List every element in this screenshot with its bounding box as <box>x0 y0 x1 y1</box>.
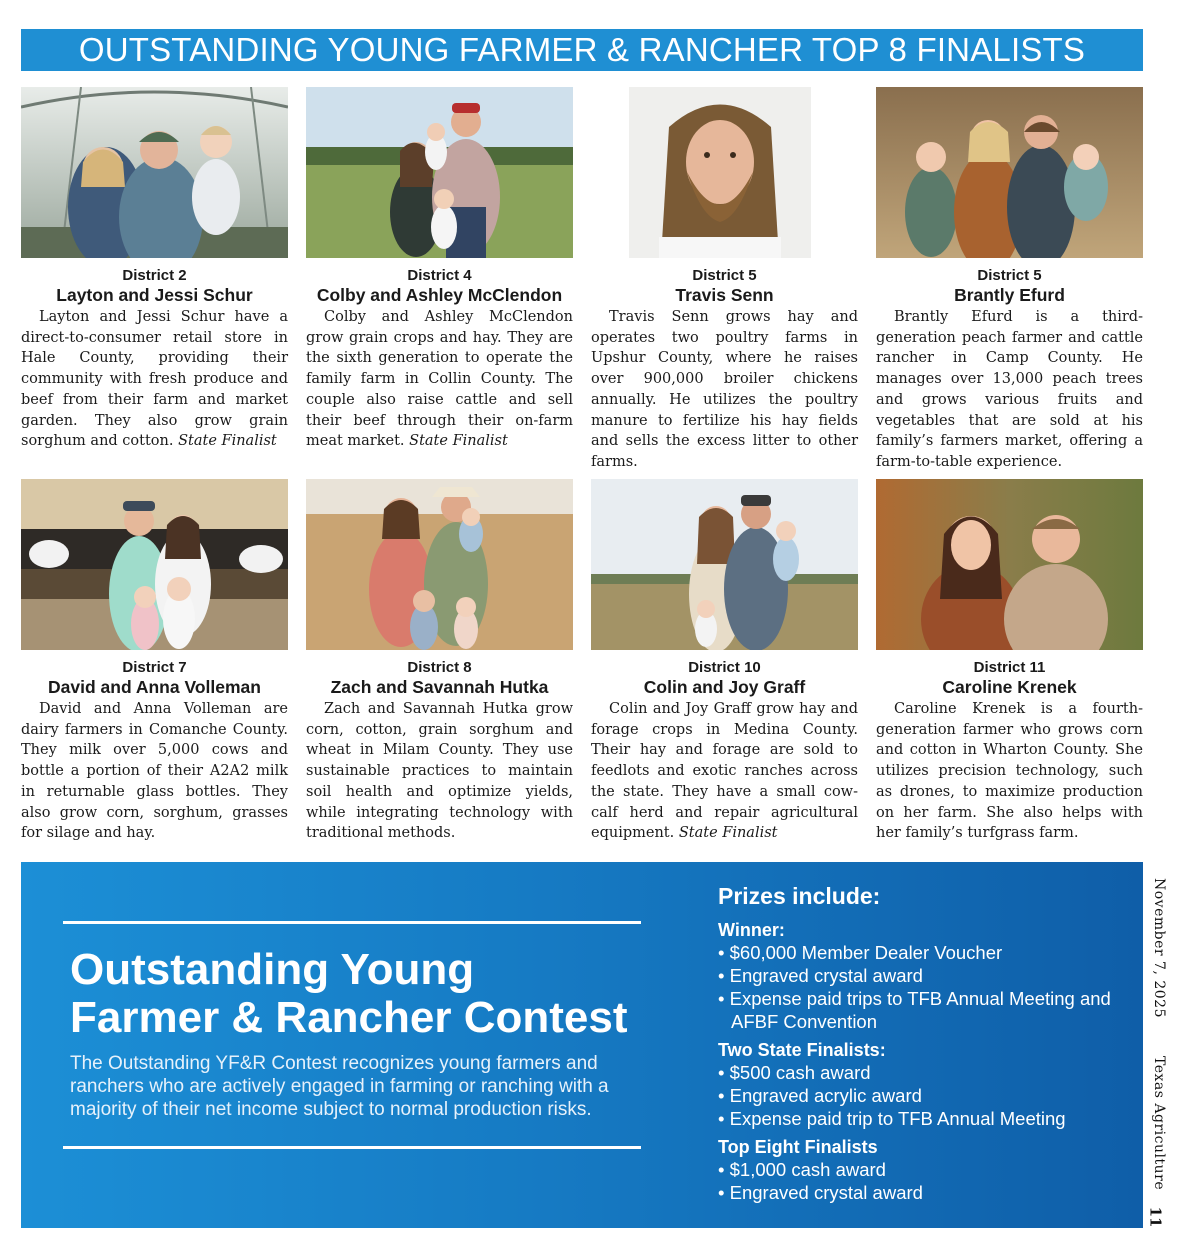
photo-family-greenhouse-icon <box>21 87 288 258</box>
photo-family-ranch-icon <box>591 479 858 650</box>
finalist-card <box>591 479 858 844</box>
finalist-name: Caroline Krenek <box>942 677 1077 697</box>
divider <box>63 921 641 924</box>
finalist-card <box>591 87 858 473</box>
finalist-photo <box>21 87 288 258</box>
finalist-tag: State Finalist <box>409 433 508 450</box>
finalist-name: Zach and Savannah Hutka <box>330 677 549 697</box>
finalist-name: Brantly Efurd <box>954 285 1065 305</box>
district-label: District 8 <box>407 659 472 676</box>
finalist-name: Colin and Joy Graff <box>643 677 806 697</box>
publication-name: Texas Agriculture <box>1151 1056 1167 1191</box>
prize-group-title: Winner: <box>718 920 785 940</box>
finalist-description: Colby and Ashley McClendon grow grain crops and hay. They are the sixth generation to operate the family farm in Collin County. The couple also raise cattle and sell their beef through their on-farm meat market. State Finalist <box>306 309 573 450</box>
district-label: District 11 <box>973 659 1046 676</box>
finalist-photo <box>591 479 858 650</box>
finalist-name: Travis Senn <box>675 285 774 305</box>
contest-description: The Outstanding YF&R Contest recognizes young farmers and ranchers who are actively engaged in farming or ranching with a majority of their net income subject to normal production risks. <box>70 1053 609 1120</box>
finalist-photo <box>876 87 1143 258</box>
district-label: District 2 <box>122 267 187 284</box>
prizes-list <box>718 882 1128 1204</box>
contest-panel <box>21 862 1143 1228</box>
district-label: District 4 <box>407 267 472 284</box>
prize-item: • Engraved crystal award <box>718 964 1128 987</box>
finalist-card <box>306 479 573 844</box>
finalist-description: Brantly Efurd is a third-generation peach farmer and cattle rancher in Camp County. He manages over 13,000 peach trees and grows various fruits and vegetables that are sold at his family’s farmers market, offering a farm-to-table experience. <box>876 309 1143 470</box>
photo-family-pasture-icon <box>306 87 573 258</box>
finalist-photo <box>21 479 288 650</box>
finalist-card <box>876 87 1143 473</box>
photo-family-field-icon <box>876 87 1143 258</box>
prize-item: • Engraved crystal award <box>718 1181 1128 1204</box>
prize-item: • $500 cash award <box>718 1061 1128 1084</box>
finalist-description: Zach and Savannah Hutka grow corn, cotton, grain sorghum and wheat in Milam County. They use sustainable practices to maintain soil health and optimize yields, while integrating technology with traditional methods. <box>306 701 573 842</box>
district-label: District 10 <box>688 659 761 676</box>
finalist-tag: State Finalist <box>678 825 778 842</box>
finalist-description: Layton and Jessi Schur have a direct-to-consumer retail store in Hale County, providing their community with fresh produce and beef from their farm and market garden. They also grow grain sorghum and cotton. State Finalist <box>21 309 288 450</box>
finalist-photo <box>306 479 573 650</box>
finalist-photo <box>876 479 1143 650</box>
district-label: District 5 <box>977 267 1042 284</box>
prize-item: • Engraved acrylic award <box>718 1084 1128 1107</box>
divider <box>63 1146 641 1149</box>
finalist-description: Caroline Krenek is a fourth-generation farmer who grows corn and cotton in Wharton County. She utilizes precision technology, such as drones, to maximize production on her farm. She also helps with her family’s turfgrass farm. <box>876 701 1143 842</box>
page-margin <box>1147 878 1167 1228</box>
page-banner: OUTSTANDING YOUNG FARMER & RANCHER TOP 8 FINALISTS <box>21 29 1143 71</box>
photo-couple-autumn-icon <box>876 479 1143 650</box>
finalist-card <box>876 479 1143 844</box>
finalist-description: Colin and Joy Graff grow hay and forage crops in Medina County. Their hay and forage are sold to feedlots and exotic ranches across the state. They have a small cow-calf herd and repair agricultural equipment. State Finalist <box>591 701 858 842</box>
prize-item: • $60,000 Member Dealer Voucher <box>718 941 1128 964</box>
prize-group-title: Top Eight Finalists <box>718 1137 878 1157</box>
prize-item: • Expense paid trips to TFB Annual Meeting and AFBF Convention <box>718 987 1128 1033</box>
photo-family-wheat-icon <box>306 479 573 650</box>
finalist-description: Travis Senn grows hay and operates two poultry farms in Upshur County, where he raises over 900,000 broiler chickens annually. He utilizes the poultry manure to fertilize his hay fields and sells the excess litter to other farms. <box>591 309 858 470</box>
finalist-tag: State Finalist <box>178 433 277 450</box>
photo-portrait-icon <box>629 87 811 258</box>
photo-family-dairy-icon <box>21 479 288 650</box>
prize-item: • Expense paid trip to TFB Annual Meeting <box>718 1107 1128 1130</box>
page-number: 11 <box>1146 1206 1165 1228</box>
finalist-card <box>306 87 573 452</box>
finalist-photo <box>306 87 573 258</box>
prize-group-title: Two State Finalists: <box>718 1040 886 1060</box>
prizes-heading: Prizes include: <box>718 883 881 909</box>
contest-title: Outstanding Young Farmer & Rancher Contest <box>70 945 628 1042</box>
district-label: District 5 <box>692 267 757 284</box>
finalist-name: David and Anna Volleman <box>48 677 261 697</box>
prize-item: • $1,000 cash award <box>718 1158 1128 1181</box>
finalist-photo <box>629 87 811 258</box>
issue-date: November 7, 2025 <box>1151 878 1167 1018</box>
district-label: District 7 <box>122 659 187 676</box>
finalist-description: David and Anna Volleman are dairy farmers in Comanche County. They milk over 5,000 cows and bottle a portion of their A2A2 milk in returnable glass bottles. They also grow corn, sorghum, grasses for silage and hay. <box>21 701 288 842</box>
finalist-card <box>21 479 288 844</box>
finalist-name: Layton and Jessi Schur <box>56 285 253 305</box>
finalist-name: Colby and Ashley McClendon <box>316 285 563 305</box>
finalist-card <box>21 87 288 452</box>
